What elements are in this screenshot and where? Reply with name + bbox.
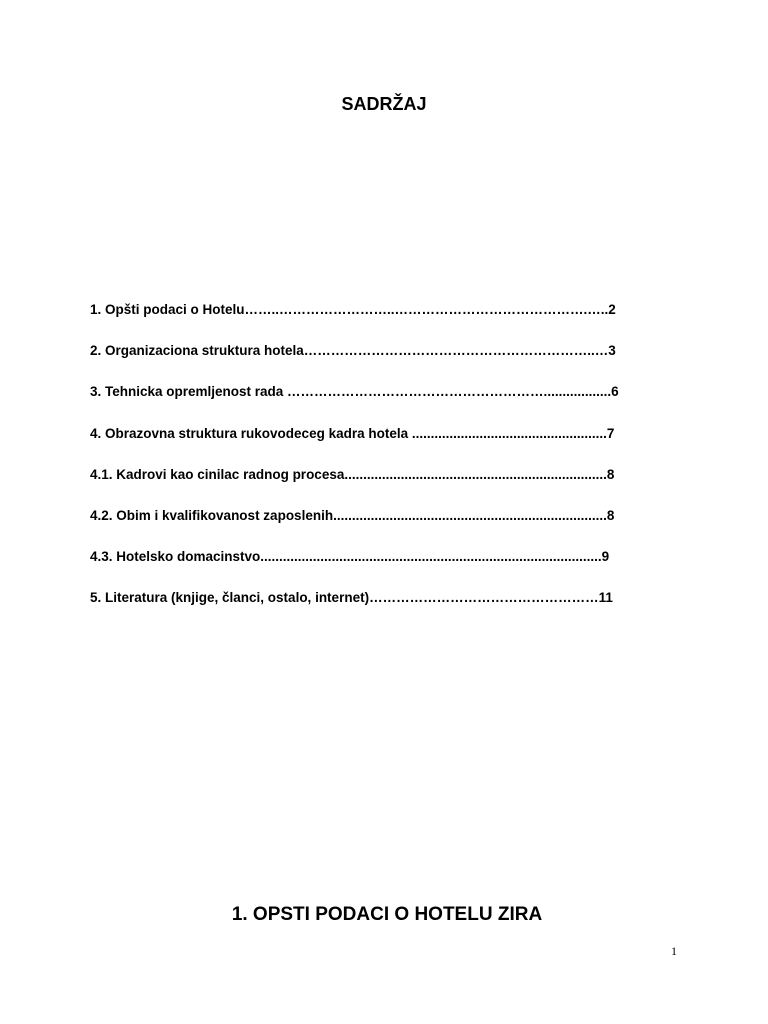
table-of-contents [90,300,690,630]
page-number: 1 [671,944,677,958]
toc-entry-4-1: 4.1. Kadrovi kao cinilac radnog procesa......................................................................8 [90,466,615,482]
section-heading: 1. OPSTI PODACI O HOTELU ZIRA [231,904,543,925]
toc-entry-4: 4. Obrazovna struktura rukovodeceg kadra hotela ....................................................7 [90,425,615,441]
toc-entry-1: 1. Opšti podaci o Hotelu……..……………………..…………………………………….…..2 [90,302,616,317]
toc-entry-2: 2. Organizaciona struktura hotela………………………………………………………..…3 [90,343,616,359]
toc-entry-3: 3. Tehnicka opremljenost rada …………………………………………………..................6 [90,384,619,400]
toc-entry-5: 5. Literatura (knjige, članci, ostalo, internet)……………………………………………11 [90,590,613,606]
toc-entry-4-2: 4.2. Obim i kvalifikovanost zaposlenih.........................................................................8 [90,507,615,523]
toc-title: SADRŽAJ [341,94,427,114]
toc-entry-4-3: 4.3. Hotelsko domacinstvo...........................................................................................9 [90,549,610,565]
